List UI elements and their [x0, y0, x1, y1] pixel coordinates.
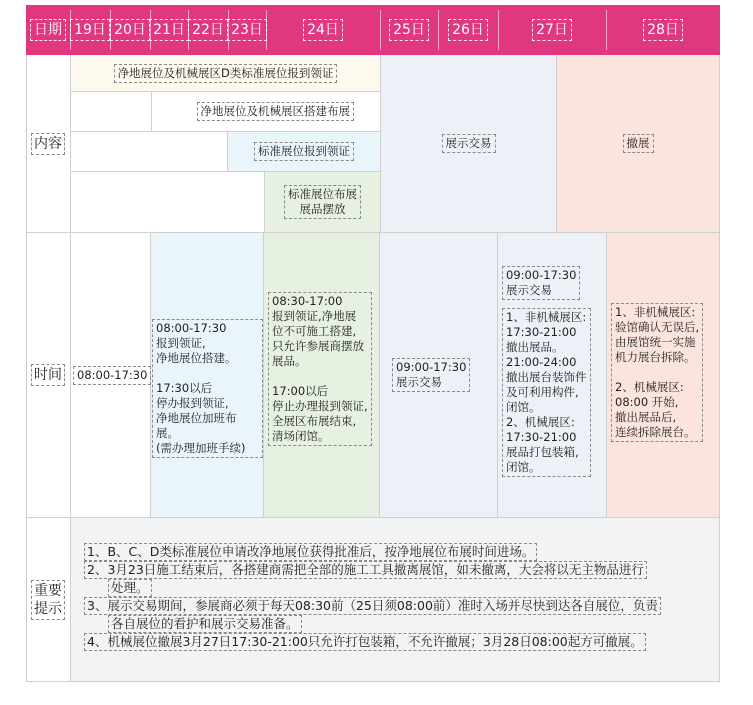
time-day-24: 08:30-17:00 报到领证,净地展 位不可施工搭建, 只允许参展商摆放 展品。 17:00以后 停止办理报到领证, 全展区布展结束, 清场闭馆。	[264, 233, 380, 518]
note-3: 3、展示交易期间，参展商必须于每天08:30前（25日须08:00前）准时入场并尽快到达各自展位，负责	[84, 597, 661, 615]
time-day-19-20: 08:00-17:30	[71, 233, 151, 518]
row-label-content: 内容	[26, 55, 71, 233]
time-day-27: 09:00-17:30 展示交易 1、非机械展区: 17:30-21:00 撤出展品。 21:00-24:00 撤出展台装饰件 及可利用构件, 闭馆。 2、机械展区: 17:30-21:00 展品打包装箱, 闭馆。	[498, 233, 607, 518]
row-label-notes: 重要 提示	[26, 518, 71, 682]
header-day-26: 26日	[438, 5, 498, 55]
header-day-24: 24日	[266, 5, 380, 55]
row-label-time: 时间	[26, 233, 71, 518]
note-2-cont: 处理。	[108, 579, 152, 597]
important-notes	[71, 518, 720, 682]
note-1: 1、B、C、D类标准展位申请改净地展位获得批准后，按净地展位布展时间进场。	[84, 543, 537, 561]
note-3-cont: 各自展位的看护和展示交易准备。	[108, 615, 302, 633]
header-date-label: 日期	[26, 5, 70, 55]
time-day-21-23: 08:00-17:30 报到领证, 净地展位搭建。 17:30以后 停办报到领证, 净地展位加班布展。 (需办理加班手续)	[151, 233, 264, 518]
content-exhibition: 展示交易	[381, 55, 557, 233]
time-day-28: 1、非机械展区: 验馆确认无误后, 由展馆统一实施 机力展台拆除。 2、机械展区: 08:00 开始, 撤出展品后, 连续拆除展台。	[607, 233, 720, 518]
header-day-19: 19日	[70, 5, 110, 55]
header-day-25: 25日	[380, 5, 438, 55]
content-teardown: 撤展	[557, 55, 720, 233]
time-day-25-26: 09:00-17:30 展示交易	[380, 233, 498, 518]
note-4: 4、机械展位撤展3月27日17:30-21:00只允许打包装箱，不允许撤展；3月28日08:00起方可撤展。	[84, 633, 646, 651]
header-row	[26, 5, 720, 55]
header-day-22: 22日	[188, 5, 228, 55]
header-day-20: 20日	[110, 5, 150, 55]
content-bar-standard-setup: 标准展位布展 展品摆放	[264, 172, 380, 233]
note-2: 2、3月23日施工结束后，各搭建商需把全部的施工工具撤离展馆，如未撤离，大会将以无主物品进行	[84, 561, 647, 579]
header-day-21: 21日	[150, 5, 188, 55]
content-bar-space-setup: 净地展位及机械展区搭建布展	[151, 92, 380, 132]
content-bar-standard-registration: 标准展位报到领证	[227, 132, 380, 172]
header-day-27: 27日	[498, 5, 606, 55]
header-day-28: 28日	[606, 5, 720, 55]
content-bar-registration: 净地展位及机械展区D类标准展位报到领证	[71, 55, 380, 92]
header-day-23: 23日	[228, 5, 266, 55]
